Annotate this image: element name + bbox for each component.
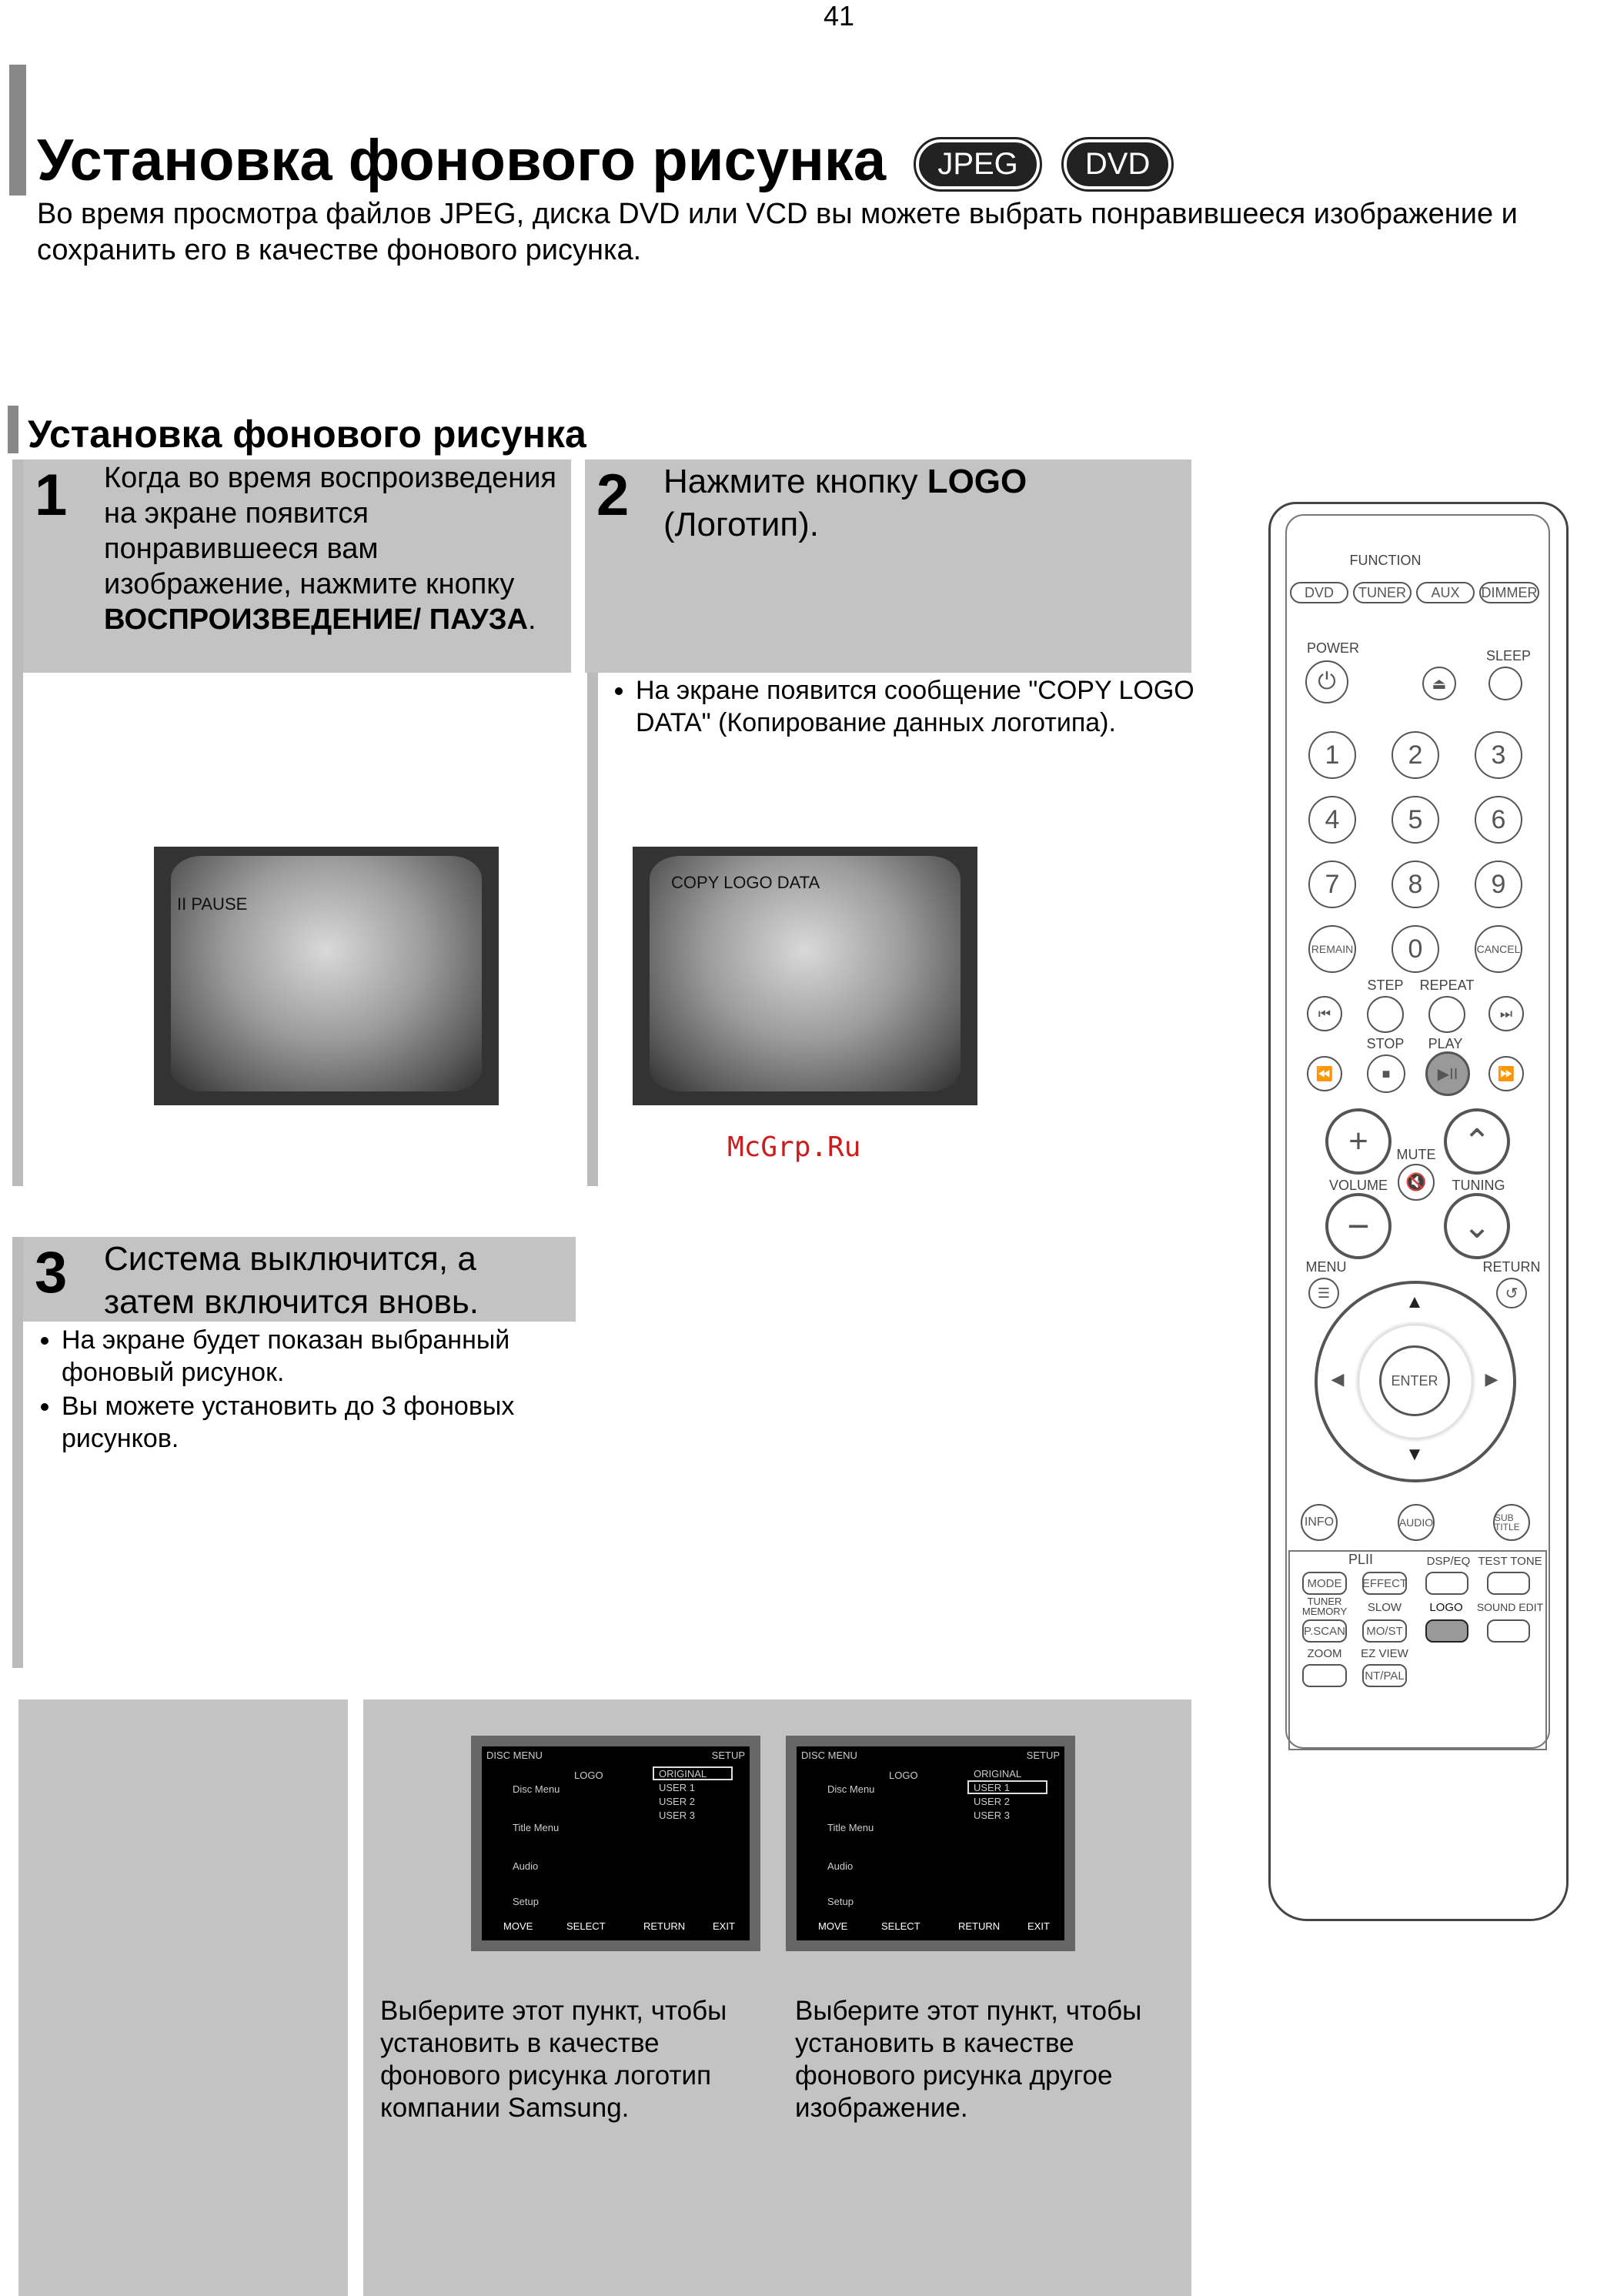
- remote-info-button[interactable]: INFO: [1301, 1504, 1338, 1541]
- remote-slow-label: SLOW: [1367, 1601, 1402, 1614]
- step1-text-end: .: [527, 603, 536, 636]
- remote-digit-5[interactable]: 5: [1392, 796, 1439, 844]
- remote-mute-button[interactable]: 🔇: [1398, 1164, 1435, 1201]
- remote-up-button[interactable]: ▲: [1405, 1292, 1424, 1312]
- remote-logo-label: LOGO: [1429, 1601, 1463, 1614]
- step1-rule: [12, 460, 23, 1186]
- remote-digit-0[interactable]: 0: [1392, 925, 1439, 973]
- remote-mute-label: MUTE: [1396, 1147, 1436, 1162]
- remote-digit-3[interactable]: 3: [1475, 731, 1522, 779]
- remote-digit-4[interactable]: 4: [1308, 796, 1356, 844]
- menu-logo-label: LOGO: [889, 1770, 918, 1781]
- step3-bullet-1: • На экране будет показан выбранный фоновый рисунок.: [62, 1324, 600, 1389]
- remote-cancel-button[interactable]: CANCEL: [1475, 925, 1522, 973]
- remote-testtone-button[interactable]: [1487, 1572, 1530, 1595]
- remote-ezview-label: EZ VIEW: [1361, 1647, 1408, 1660]
- menu-header-right: SETUP: [711, 1750, 745, 1761]
- remote-function-label: FUNCTION: [1349, 553, 1422, 568]
- menu-highlight-box: [653, 1766, 733, 1780]
- title-accent-bar: [9, 65, 26, 196]
- watermark: McGrp.Ru: [727, 1131, 861, 1163]
- remote-prev-button[interactable]: ⏮: [1307, 996, 1342, 1031]
- menu-footer-exit: EXIT: [1027, 1920, 1050, 1932]
- section-title: Установка фонового рисунка: [28, 413, 586, 456]
- step3-number: 3: [35, 1240, 68, 1305]
- remote-digit-1[interactable]: 1: [1308, 731, 1356, 779]
- remote-digit-7[interactable]: 7: [1308, 861, 1356, 908]
- remote-eject-button[interactable]: ⏏: [1422, 667, 1456, 700]
- remote-remain-button[interactable]: REMAIN: [1308, 925, 1356, 973]
- remote-left-button[interactable]: ◀: [1331, 1369, 1345, 1389]
- remote-next-button[interactable]: ⏭: [1488, 996, 1524, 1031]
- step2-bullets: [608, 674, 1205, 740]
- remote-subtitle-button[interactable]: SUB TITLE: [1493, 1504, 1530, 1541]
- menu-opt-4: USER 3: [974, 1810, 1010, 1821]
- step3-text: Система выключится, а затем включится вновь.: [104, 1240, 479, 1321]
- remote-tuning-label: TUNING: [1452, 1178, 1505, 1193]
- copy-logo-label: COPY LOGO DATA: [671, 873, 820, 892]
- remote-sound-edit-button[interactable]: [1487, 1619, 1530, 1643]
- remote-aux-button[interactable]: AUX: [1416, 582, 1475, 603]
- remote-logo-button[interactable]: [1425, 1619, 1468, 1643]
- menu-footer-move: MOVE: [818, 1920, 848, 1932]
- remote-zoom-button[interactable]: [1302, 1664, 1347, 1687]
- step2-tv-image: [633, 847, 977, 1105]
- step3-bullet-2: • Вы можете установить до 3 фоновых рисунков.: [62, 1390, 600, 1455]
- remote-effect-button[interactable]: EFFECT: [1362, 1572, 1407, 1595]
- remote-play-label: PLAY: [1428, 1036, 1463, 1051]
- caption-user: Выберите этот пункт, чтобы установить в качестве фонового рисунка другое изображение.: [795, 1996, 1142, 2123]
- remote-volume-up-button[interactable]: +: [1325, 1108, 1392, 1175]
- badge-jpeg: JPEG: [916, 139, 1039, 189]
- remote-menu-button[interactable]: ☰: [1308, 1278, 1339, 1308]
- remote-ntpal-button[interactable]: NT/PAL: [1362, 1664, 1407, 1687]
- remote-audio-button[interactable]: AUDIO: [1398, 1504, 1435, 1541]
- caption-original: Выберите этот пункт, чтобы установить в качестве фонового рисунка логотип компании Samsung.: [380, 1996, 727, 2123]
- remote-sleep-button[interactable]: [1488, 667, 1522, 700]
- remote-tuner-memory-label: TUNER MEMORY: [1301, 1596, 1348, 1617]
- remote-stop-label: STOP: [1366, 1036, 1405, 1051]
- remote-digit-9[interactable]: 9: [1475, 861, 1522, 908]
- remote-repeat-label: REPEAT: [1419, 978, 1475, 993]
- remote-enter-button[interactable]: [1379, 1345, 1450, 1416]
- step2-text: [663, 460, 1164, 546]
- remote-zoom-label: ZOOM: [1307, 1647, 1342, 1660]
- menu-opt-1: ORIGINAL: [659, 1768, 707, 1780]
- step2-text-bold: LOGO: [927, 463, 1027, 500]
- remote-dspeq-label: DSP/EQ: [1426, 1555, 1471, 1568]
- menu-side-4: Setup: [827, 1896, 854, 1907]
- remote-down-button[interactable]: ▼: [1405, 1444, 1424, 1465]
- menu-footer-return: RETURN: [643, 1920, 686, 1932]
- menu-screen-user: [786, 1736, 1075, 1951]
- remote-dvd-button[interactable]: DVD: [1290, 582, 1348, 603]
- menu-side-2: Title Menu: [827, 1822, 874, 1833]
- bottom-panel-left: [18, 1699, 348, 2296]
- menu-opt-4: USER 3: [659, 1810, 695, 1821]
- step2-text-plain: Нажмите кнопку: [663, 463, 927, 500]
- page-title: [37, 127, 1171, 194]
- remote-volume-label: VOLUME: [1328, 1178, 1388, 1193]
- step2-number: 2: [596, 463, 630, 528]
- menu-header-left: DISC MENU: [486, 1750, 543, 1761]
- menu-footer-exit: EXIT: [713, 1920, 735, 1932]
- remote-sound-edit-label: SOUND EDIT: [1476, 1601, 1544, 1613]
- remote-most-button[interactable]: MO/ST: [1362, 1619, 1407, 1643]
- remote-play-pause-button[interactable]: ▶II: [1425, 1051, 1470, 1096]
- step1-text-bold: ВОСПРОИЗВЕДЕНИЕ/ ПАУЗА: [104, 603, 528, 636]
- menu-footer-select: SELECT: [881, 1920, 920, 1932]
- remote-return-label: RETURN: [1482, 1259, 1541, 1275]
- remote-repeat-button[interactable]: [1428, 996, 1465, 1033]
- step1-tv-image: [154, 847, 499, 1105]
- menu-footer-return: RETURN: [958, 1920, 1001, 1932]
- intro-text: Во время просмотра файлов JPEG, диска DVD или VCD вы можете выбрать понравившееся изображение и сохранить его в качестве фонового рисунка.: [37, 198, 1518, 266]
- menu-opt-3: USER 2: [659, 1796, 695, 1807]
- remote-pscan-button[interactable]: P.SCAN: [1302, 1619, 1347, 1643]
- menu-opt-3: USER 2: [974, 1796, 1010, 1807]
- section-accent-bar: [8, 406, 18, 453]
- step2-bullet: • На экране появится сообщение "COPY LOGO DATA" (Копирование данных логотипа).: [636, 674, 1205, 739]
- remote-testtone-label: TEST TONE: [1478, 1555, 1542, 1568]
- remote-digit-6[interactable]: 6: [1475, 796, 1522, 844]
- step3-rule: [12, 1237, 23, 1668]
- remote-stop-button[interactable]: ■: [1367, 1054, 1405, 1093]
- page-number: 41: [824, 0, 855, 32]
- remote-rewind-button[interactable]: ⏪: [1307, 1056, 1342, 1091]
- step3-bullets: [34, 1324, 600, 1456]
- remote-volume-down-button[interactable]: −: [1325, 1193, 1392, 1259]
- remote-tuning-up-button[interactable]: ⌃: [1444, 1108, 1510, 1175]
- pause-label: II PAUSE: [177, 894, 248, 914]
- menu-opt-1: ORIGINAL: [974, 1768, 1022, 1780]
- remote-sleep-label: SLEEP: [1485, 648, 1532, 663]
- step1-number: 1: [35, 463, 68, 528]
- remote-right-button[interactable]: ▶: [1485, 1369, 1498, 1389]
- remote-pl2-label: PLII: [1348, 1552, 1374, 1567]
- badge-dvd: DVD: [1064, 139, 1171, 189]
- remote-return-button[interactable]: ↺: [1496, 1278, 1527, 1308]
- menu-side-3: Audio: [513, 1860, 539, 1872]
- menu-header-left: DISC MENU: [801, 1750, 857, 1761]
- remote-power-button[interactable]: ⏻: [1305, 660, 1348, 704]
- step2-text-end: (Логотип).: [663, 506, 820, 543]
- remote-enter-label: ENTER: [1391, 1372, 1438, 1389]
- remote-step-button[interactable]: [1367, 996, 1404, 1033]
- remote-mode-button[interactable]: MODE: [1302, 1572, 1347, 1595]
- remote-power-label: POWER: [1306, 640, 1359, 656]
- step1-text-plain: Когда во время воспроизведения на экране появится понравившееся вам изображение, нажмите кнопку: [104, 462, 556, 600]
- menu-header-right: SETUP: [1026, 1750, 1060, 1761]
- menu-screen-original: [471, 1736, 760, 1951]
- menu-footer-move: MOVE: [503, 1920, 533, 1932]
- remote-digit-2[interactable]: 2: [1392, 731, 1439, 779]
- remote-tuner-button[interactable]: TUNER: [1353, 582, 1412, 603]
- menu-opt-2: USER 1: [659, 1782, 695, 1793]
- remote-forward-button[interactable]: ⏩: [1488, 1056, 1524, 1091]
- menu-footer-select: SELECT: [566, 1920, 606, 1932]
- page-title-text: Установка фонового рисунка: [37, 128, 887, 193]
- remote-dspeq-button[interactable]: [1425, 1572, 1468, 1595]
- remote-dimmer-button[interactable]: DIMMER: [1479, 582, 1539, 603]
- remote-step-label: STEP: [1367, 978, 1404, 993]
- menu-side-1: Disc Menu: [827, 1783, 875, 1795]
- menu-highlight-box: [967, 1780, 1047, 1794]
- remote-tuning-down-button[interactable]: ⌄: [1444, 1193, 1510, 1259]
- remote-menu-label: MENU: [1305, 1259, 1347, 1275]
- menu-logo-label: LOGO: [574, 1770, 603, 1781]
- step1-text: [104, 460, 566, 637]
- menu-side-2: Title Menu: [513, 1822, 560, 1833]
- step2-rule: [587, 673, 598, 1186]
- menu-side-3: Audio: [827, 1860, 854, 1872]
- menu-side-4: Setup: [513, 1896, 539, 1907]
- remote-digit-8[interactable]: 8: [1392, 861, 1439, 908]
- menu-side-1: Disc Menu: [513, 1783, 560, 1795]
- menu-opt-2: USER 1: [974, 1782, 1010, 1793]
